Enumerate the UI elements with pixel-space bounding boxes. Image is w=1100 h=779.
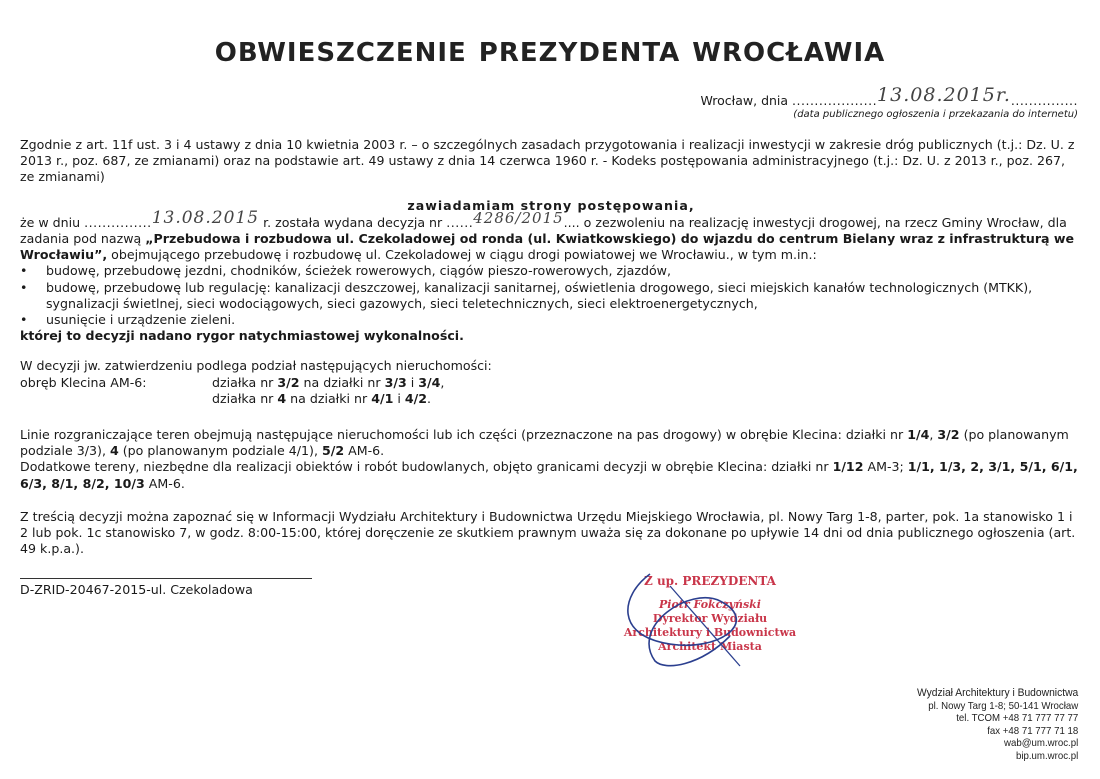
plot-number: 3/3 bbox=[384, 374, 407, 390]
additional-text: AM-6. bbox=[148, 475, 185, 491]
plot-text: i bbox=[397, 390, 401, 406]
handwritten-date: 13.08.2015 bbox=[877, 84, 996, 106]
plot-number: 4 bbox=[109, 443, 119, 459]
plot-number: 1/4 bbox=[907, 427, 930, 443]
boundaries-text: Linie rozgraniczające teren obejmują następujące nieruchomości lub ich części (przeznaczone na pas drogowy) w obrębie Klecina: działki nr bbox=[20, 427, 904, 443]
additional-text: Dodatkowe tereny, niezbędne dla realizacji obiektów i robót budowlanych, objęto granicami decyzji w obrębie Klecina: działki nr bbox=[20, 459, 829, 475]
decision-text: że w dniu bbox=[20, 214, 81, 230]
boundaries-text: AM-6. bbox=[348, 443, 385, 459]
footer-dept: Wydział Architektury i Budownictwa bbox=[916, 687, 1078, 699]
footer-address: pl. Nowy Targ 1-8; 50-141 Wrocław bbox=[928, 699, 1078, 712]
plot-number: 4/1 bbox=[371, 390, 394, 406]
dateline-dots: ............... bbox=[1010, 93, 1078, 108]
bullet-icon: • bbox=[20, 312, 28, 328]
legal-basis-paragraph: Zgodnie z art. 11f ust. 3 i 4 ustawy z dnia 10 kwietnia 2003 r. – o szczególnych zasadach przygotowania i realizacji inwestycji w zakresie dróg publicznych (t.j.: Dz. U. z 2013 r., poz. 687, ze zmianami) oraz na podstawie art. 49 ustawy z dnia 14 czerwca 1960 r. - Kodeks postępowania administracyjnego (t.j.: Dz. U. z 2013 r., poz. 267, ze zmianami) bbox=[20, 137, 1075, 185]
boundaries-paragraph bbox=[20, 427, 1082, 459]
decision-text: r. została wydana decyzja nr bbox=[263, 214, 443, 230]
boundaries-text: (po planowanym podziale 4/1), bbox=[122, 443, 318, 459]
notice-heading: zawiadamiam strony postępowania, bbox=[407, 197, 695, 213]
plot-text: . bbox=[427, 390, 432, 406]
decision-dots: ...... bbox=[446, 214, 474, 230]
dateline-prefix: Wrocław, dnia bbox=[700, 93, 789, 108]
plot-number: 4/2 bbox=[404, 390, 428, 406]
divider bbox=[20, 578, 312, 579]
division-line bbox=[212, 391, 431, 407]
plot-text: działka nr bbox=[212, 374, 274, 390]
division-intro: W decyzji jw. zatwierdzeniu podlega podział następujących nieruchomości: bbox=[20, 358, 492, 374]
plot-number: 3/4 bbox=[418, 374, 441, 390]
plot-number: 3/2 bbox=[277, 374, 300, 390]
handwritten-suffix: r. bbox=[995, 84, 1011, 106]
decision-text: obejmującego przebudowę i rozbudowę ul. Czekoladowej w ciągu drogi powiatowej we Wrocławiu., w tym m.in.: bbox=[111, 247, 817, 263]
title-word: WROCŁAWIA bbox=[692, 38, 886, 68]
bullet-icon: • bbox=[20, 263, 28, 279]
project-name: „Przebudowa i rozbudowa ul. Czekoladowej od ronda (ul. Kwiatkowskiego) do wjazdu do centrum Bielany wraz z infrastrukturą we Wrocławiu”, bbox=[20, 231, 1075, 263]
handwritten-number: 4286/2015 bbox=[473, 208, 564, 227]
signature-icon bbox=[610, 566, 810, 676]
list-item-text: budowę, przebudowę jezdni, chodników, ścieżek rowerowych, ciągów pieszo-rowerowych, zjazdów, bbox=[46, 263, 671, 279]
list-item bbox=[20, 280, 1082, 312]
office-contact-footer bbox=[917, 687, 1078, 763]
rigor-text: której to decyzji nadano rygor natychmiastowej wykonalności. bbox=[20, 328, 464, 344]
list-item-text: usunięcie i urządzenie zieleni. bbox=[46, 312, 236, 328]
dateline bbox=[700, 84, 1079, 110]
additional-text: AM-3; bbox=[867, 459, 904, 475]
info-paragraph: Z treścią decyzji można zapoznać się w Informacji Wydziału Architektury i Budownictwa Urzędu Miejskiego Wrocławia, pl. Nowy Targ 1-8, parter, pok. 1a stanowisko 1 i 2 lub pok. 1c stanowisko 7, w godz. 8:00-15:00, której doręczenie ze skutkiem prawnym uważa się za dokonane po upływie 14 dni od dnia publicznego ogłoszenia (art. 49 k.p.a.). bbox=[20, 508, 1076, 557]
document-body bbox=[20, 137, 1082, 557]
stamp-line: Piotr Fokczyński bbox=[659, 598, 761, 611]
plot-number: 1/12 bbox=[832, 459, 864, 475]
date-note: (data publicznego ogłoszenia i przekazania do internetu) bbox=[793, 109, 1078, 120]
plot-text: i bbox=[410, 374, 415, 390]
signature-stamp bbox=[620, 574, 800, 674]
stamp-line: Z up. PREZYDENTA bbox=[644, 574, 776, 588]
list-item-text: budowę, przebudowę lub regulację: kanalizacji deszczowej, kanalizacji sanitarnej, oświetlenia drogowego, sieci miejskich kanałów technologicznych (MTKK), sygnalizacji świetlnej, sieci wodociągowych, sieci gazowych, sieci teletechnicznych, sieci elektroenergetycznych, bbox=[46, 279, 1033, 311]
division-line bbox=[212, 375, 444, 391]
additional-paragraph bbox=[20, 459, 1082, 491]
list-item bbox=[20, 263, 1082, 279]
document-id: D-ZRID-20467-2015-ul. Czekoladowa bbox=[20, 582, 253, 597]
list-item bbox=[20, 312, 1082, 328]
footer-bip: bip.um.wroc.pl bbox=[1015, 749, 1078, 762]
division-row bbox=[20, 391, 1082, 407]
stamp-line: Architektury i Budownictwa bbox=[623, 626, 797, 639]
bullet-icon: • bbox=[20, 279, 28, 295]
rigor-statement bbox=[20, 328, 1082, 344]
plot-number: 3/2 bbox=[937, 427, 960, 443]
plot-number: 1/1, 1/3, 2, 3/1, 5/1, 6/1, 6/3, 8/1, 8/2, 10/3 bbox=[20, 459, 1078, 491]
division-label: obręb Klecina AM-6: bbox=[20, 374, 147, 390]
plot-number: 4 bbox=[277, 390, 287, 406]
plot-text: na działki nr bbox=[290, 390, 368, 406]
division-row bbox=[20, 375, 1082, 391]
handwritten-date: 13.08.2015 bbox=[151, 207, 260, 228]
decision-text: .... o zezwoleniu na realizację inwestycji drogowej, na rzecz Gminy Wrocław, dla zadania pod nazwą bbox=[20, 214, 1067, 247]
dateline-dots: ................... bbox=[792, 93, 878, 108]
plot-number: 5/2 bbox=[321, 443, 345, 459]
boundaries-text: (po planowanym podziale 3/3), bbox=[20, 427, 1069, 459]
decision-paragraph bbox=[20, 207, 1082, 264]
title-word: PREZYDENTA bbox=[478, 38, 681, 68]
plot-text: działka nr bbox=[212, 390, 274, 406]
plot-text: na działki nr bbox=[303, 374, 381, 390]
plot-text: , bbox=[440, 374, 445, 390]
footer-email: wab@um.wroc.pl bbox=[1003, 737, 1078, 750]
page-title bbox=[0, 38, 1100, 68]
decision-dots: ............... bbox=[84, 214, 152, 230]
title-word: OBWIESZCZENIE bbox=[214, 38, 467, 68]
footer-tel: tel. TCOM +48 71 777 77 77 bbox=[955, 712, 1078, 725]
stamp-line: Dyrektor Wydziału bbox=[652, 612, 768, 625]
footer-fax: fax +48 71 777 71 18 bbox=[986, 724, 1078, 737]
boundaries-text: , bbox=[929, 427, 934, 443]
stamp-line: Architekt Miasta bbox=[658, 640, 762, 653]
